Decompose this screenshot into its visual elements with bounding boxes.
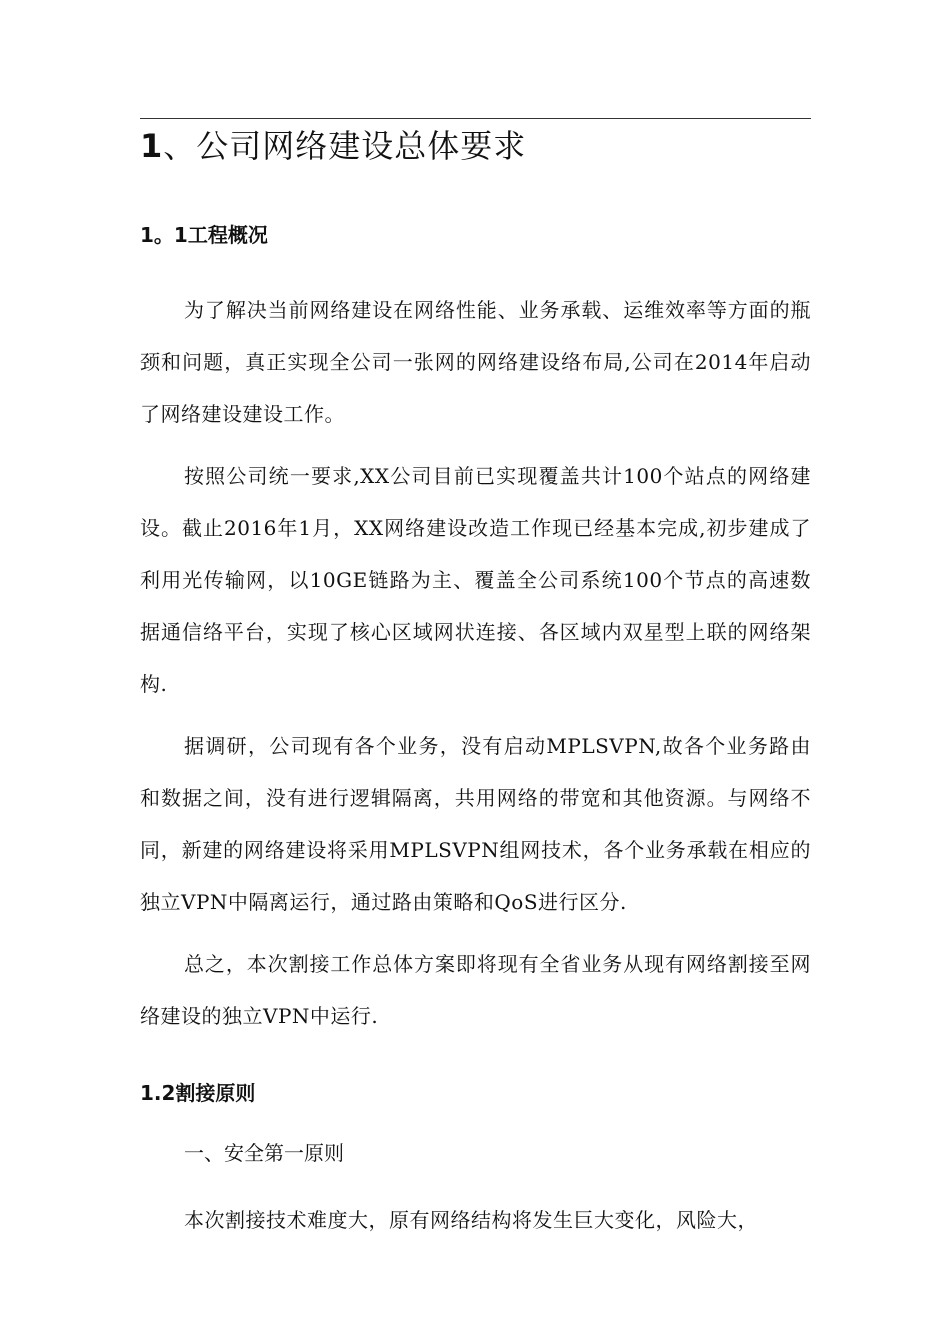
paragraph-overview-2: 按照公司统一要求,XX公司目前已实现覆盖共计100个站点的网络建设。截止2016年1月，XX网络建设改造工作现已经基本完成,初步建成了利用光传输网，以10GE链路为主、覆盖全公司系统100个节点的高速数据通信络平台，实现了核心区域网状连接、各区域内双星型上联的网络架构. — [140, 464, 811, 696]
section-heading-1-1: 1。1工程概况 — [140, 223, 268, 247]
chapter-title: 、公司网络建设总体要求 — [163, 127, 527, 165]
principle-subheading: 一、安全第一原则 — [184, 1141, 344, 1165]
paragraph-principle: 本次割接技术难度大，原有网络结构将发生巨大变化，风险大， — [184, 1208, 758, 1232]
chapter-heading — [140, 118, 811, 168]
chapter-number: 1 — [140, 127, 164, 165]
document-body — [140, 118, 811, 1246]
paragraph-overview-1: 为了解决当前网络建设在网络性能、业务承载、运维效率等方面的瓶颈和问题，真正实现全公司一张网的网络建设络布局,公司在2014年启动了网络建设建设工作。 — [140, 298, 811, 426]
paragraph-overview-4: 总之，本次割接工作总体方案即将现有全省业务从现有网络割接至网络建设的独立VPN中运行. — [140, 952, 811, 1028]
paragraph-overview-3: 据调研，公司现有各个业务，没有启动MPLSVPN,故各个业务路由和数据之间，没有进行逻辑隔离，共用网络的带宽和其他资源。与网络不同，新建的网络建设将采用MPLSVPN组网技术，各个业务承载在相应的独立VPN中隔离运行，通过路由策略和QoS进行区分. — [140, 734, 811, 914]
section-heading-1-2: 1.2割接原则 — [140, 1081, 256, 1105]
